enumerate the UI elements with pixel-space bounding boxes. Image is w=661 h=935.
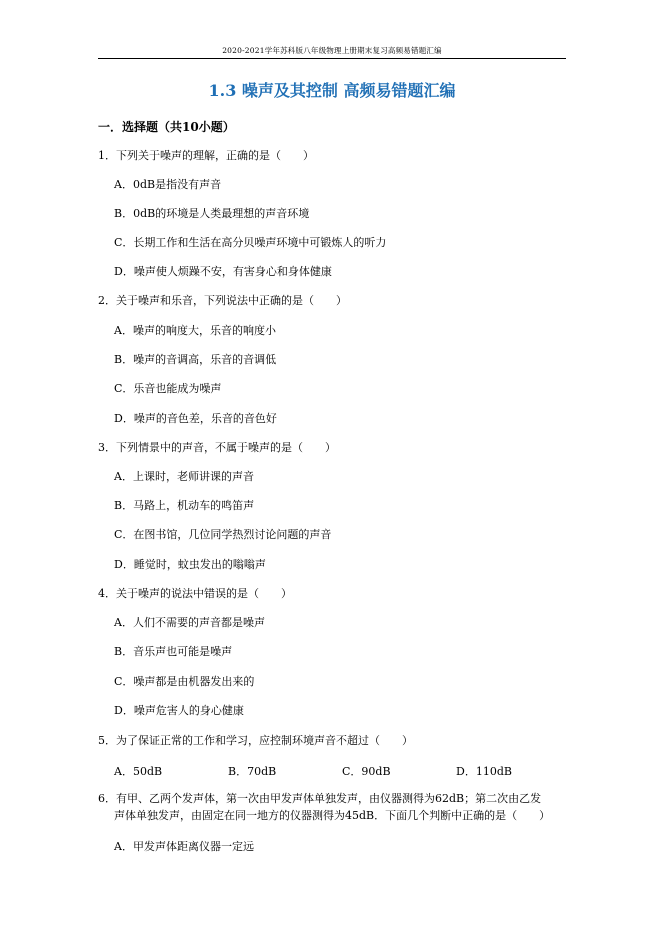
question-5-option-c: C．90dB — [342, 765, 391, 778]
question-5-option-a: A．50dB — [114, 765, 163, 778]
question-3-option-b: B．马路上，机动车的鸣笛声 — [114, 499, 255, 512]
question-3-option-a: A．上课时，老师讲课的声音 — [114, 470, 254, 483]
question-3-option-d: D．睡觉时，蚊虫发出的嗡嗡声 — [114, 558, 266, 571]
question-1-option-a: A．0dB是指没有声音 — [114, 178, 222, 191]
question-5-option-d: D．110dB — [456, 765, 512, 778]
question-1-option-d: D．噪声使人烦躁不安，有害身心和身体健康 — [114, 265, 332, 278]
page-header: 2020-2021学年苏科版八年级物理上册期末复习高频易错题汇编 — [222, 46, 442, 55]
section-heading: 一．选择题（共10小题） — [98, 120, 235, 134]
question-5-stem: 5．为了保证正常的工作和学习，应控制环境声音不超过（ ） — [98, 734, 413, 747]
question-3-option-c: C．在图书馆，几位同学热烈讨论问题的声音 — [114, 528, 332, 541]
question-6-option-a: A．甲发声体距离仪器一定远 — [114, 840, 254, 853]
question-6-stem-line-1: 6．有甲、乙两个发声体，第一次由甲发声体单独发声，由仪器测得为62dB；第二次由乙发 — [98, 792, 542, 805]
header-divider — [98, 58, 566, 59]
question-6-stem-line-2: 声体单独发声，由固定在同一地方的仪器测得为45dB．下面几个判断中正确的是（ ） — [114, 809, 551, 822]
question-2-option-c: C．乐音也能成为噪声 — [114, 382, 222, 395]
question-4-option-b: B．音乐声也可能是噪声 — [114, 645, 233, 658]
question-4-option-a: A．人们不需要的声音都是噪声 — [114, 616, 265, 629]
question-2-option-a: A．噪声的响度大，乐音的响度小 — [114, 324, 276, 337]
question-2-stem: 2．关于噪声和乐音，下列说法中正确的是（ ） — [98, 294, 347, 307]
question-1-option-c: C．长期工作和生活在高分贝噪声环境中可锻炼人的听力 — [114, 236, 387, 249]
question-5-option-b: B．70dB — [228, 765, 277, 778]
question-4-option-d: D．噪声危害人的身心健康 — [114, 704, 244, 717]
question-3-stem: 3．下列情景中的声音，不属于噪声的是（ ） — [98, 441, 336, 454]
question-2-option-b: B．噪声的音调高，乐音的音调低 — [114, 353, 277, 366]
question-2-option-d: D．噪声的音色差，乐音的音色好 — [114, 412, 277, 425]
question-1-stem: 1．下列关于噪声的理解，正确的是（ ） — [98, 149, 314, 162]
question-4-stem: 4．关于噪声的说法中错误的是（ ） — [98, 587, 292, 600]
question-4-option-c: C．噪声都是由机器发出来的 — [114, 675, 255, 688]
question-1-option-b: B．0dB的环境是人类最理想的声音环境 — [114, 207, 310, 220]
document-title: 1.3 噪声及其控制 高频易错题汇编 — [208, 81, 456, 100]
